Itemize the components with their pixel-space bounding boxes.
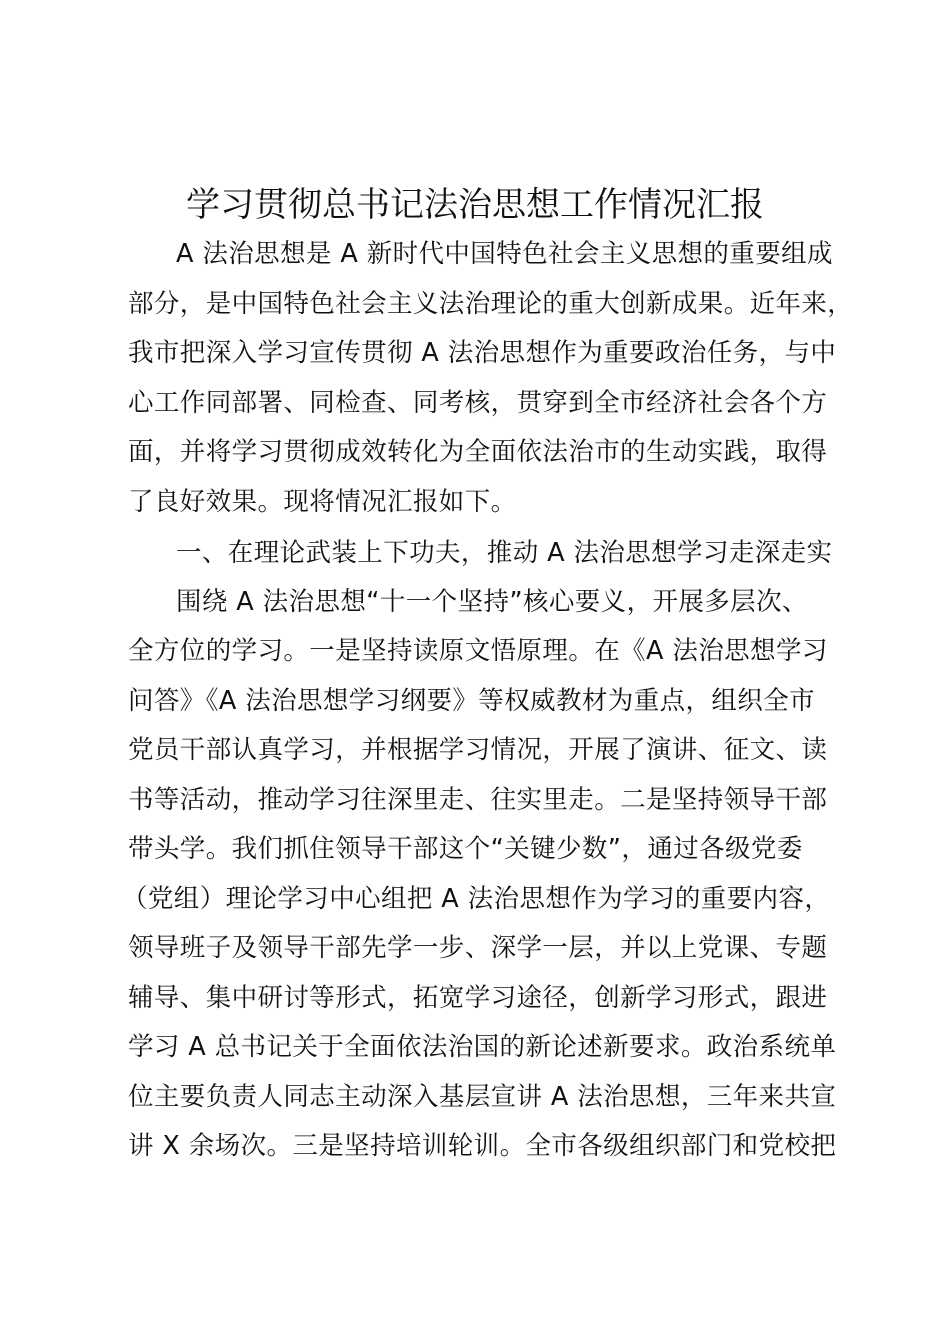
paragraph-line: 书等活动，推动学习往深里走、往实里走。二是坚持领导干部 xyxy=(128,785,828,815)
paragraph-line: 面，并将学习贯彻成效转化为全面依法治市的生动实践，取得 xyxy=(128,437,828,467)
section-heading: 一、在理论武装上下功夫，推动 A 法治思想学习走深走实 xyxy=(176,538,833,568)
paragraph-line: 全方位的学习。一是坚持读原文悟原理。在《A 法治思想学习 xyxy=(128,636,828,666)
paragraph-line: 围绕 A 法治思想“十一个坚持”核心要义，开展多层次、 xyxy=(176,587,808,617)
paragraph-line: 领导班子及领导干部先学一步、深学一层，并以上党课、专题 xyxy=(128,933,828,963)
paragraph-line: 带头学。我们抓住领导干部这个“关键少数”，通过各级党委 xyxy=(128,834,803,864)
paragraph-line: 学习 A 总书记关于全面依法治国的新论述新要求。政治系统单 xyxy=(128,1032,837,1062)
paragraph-line: 我市把深入学习宣传贯彻 A 法治思想作为重要政治任务，与中 xyxy=(128,338,837,368)
paragraph-line: 心工作同部署、同检查、同考核，贯穿到全市经济社会各个方 xyxy=(128,388,828,418)
paragraph-line: 党员干部认真学习，并根据学习情况，开展了演讲、征文、读 xyxy=(128,735,828,765)
paragraph-line: 位主要负责人同志主动深入基层宣讲 A 法治思想，三年来共宣 xyxy=(128,1082,837,1112)
paragraph-line: 辅导、集中研讨等形式，拓宽学习途径，创新学习形式，跟进 xyxy=(128,983,828,1013)
paragraph-line: 讲 X 余场次。三是坚持培训轮训。全市各级组织部门和党校把 xyxy=(128,1131,837,1161)
paragraph-line: 问答》《A 法治思想学习纲要》等权威教材为重点，组织全市 xyxy=(128,686,816,716)
paragraph-line: （党组）理论学习中心组把 A 法治思想作为学习的重要内容， xyxy=(122,884,831,914)
document-title: 学习贯彻总书记法治思想工作情况汇报 xyxy=(186,185,764,225)
paragraph-line: A 法治思想是 A 新时代中国特色社会主义思想的重要组成 xyxy=(176,239,833,269)
paragraph-line: 了良好效果。现将情况汇报如下。 xyxy=(128,487,517,517)
paragraph-line: 部分，是中国特色社会主义法治理论的重大创新成果。近年来， xyxy=(128,289,854,319)
